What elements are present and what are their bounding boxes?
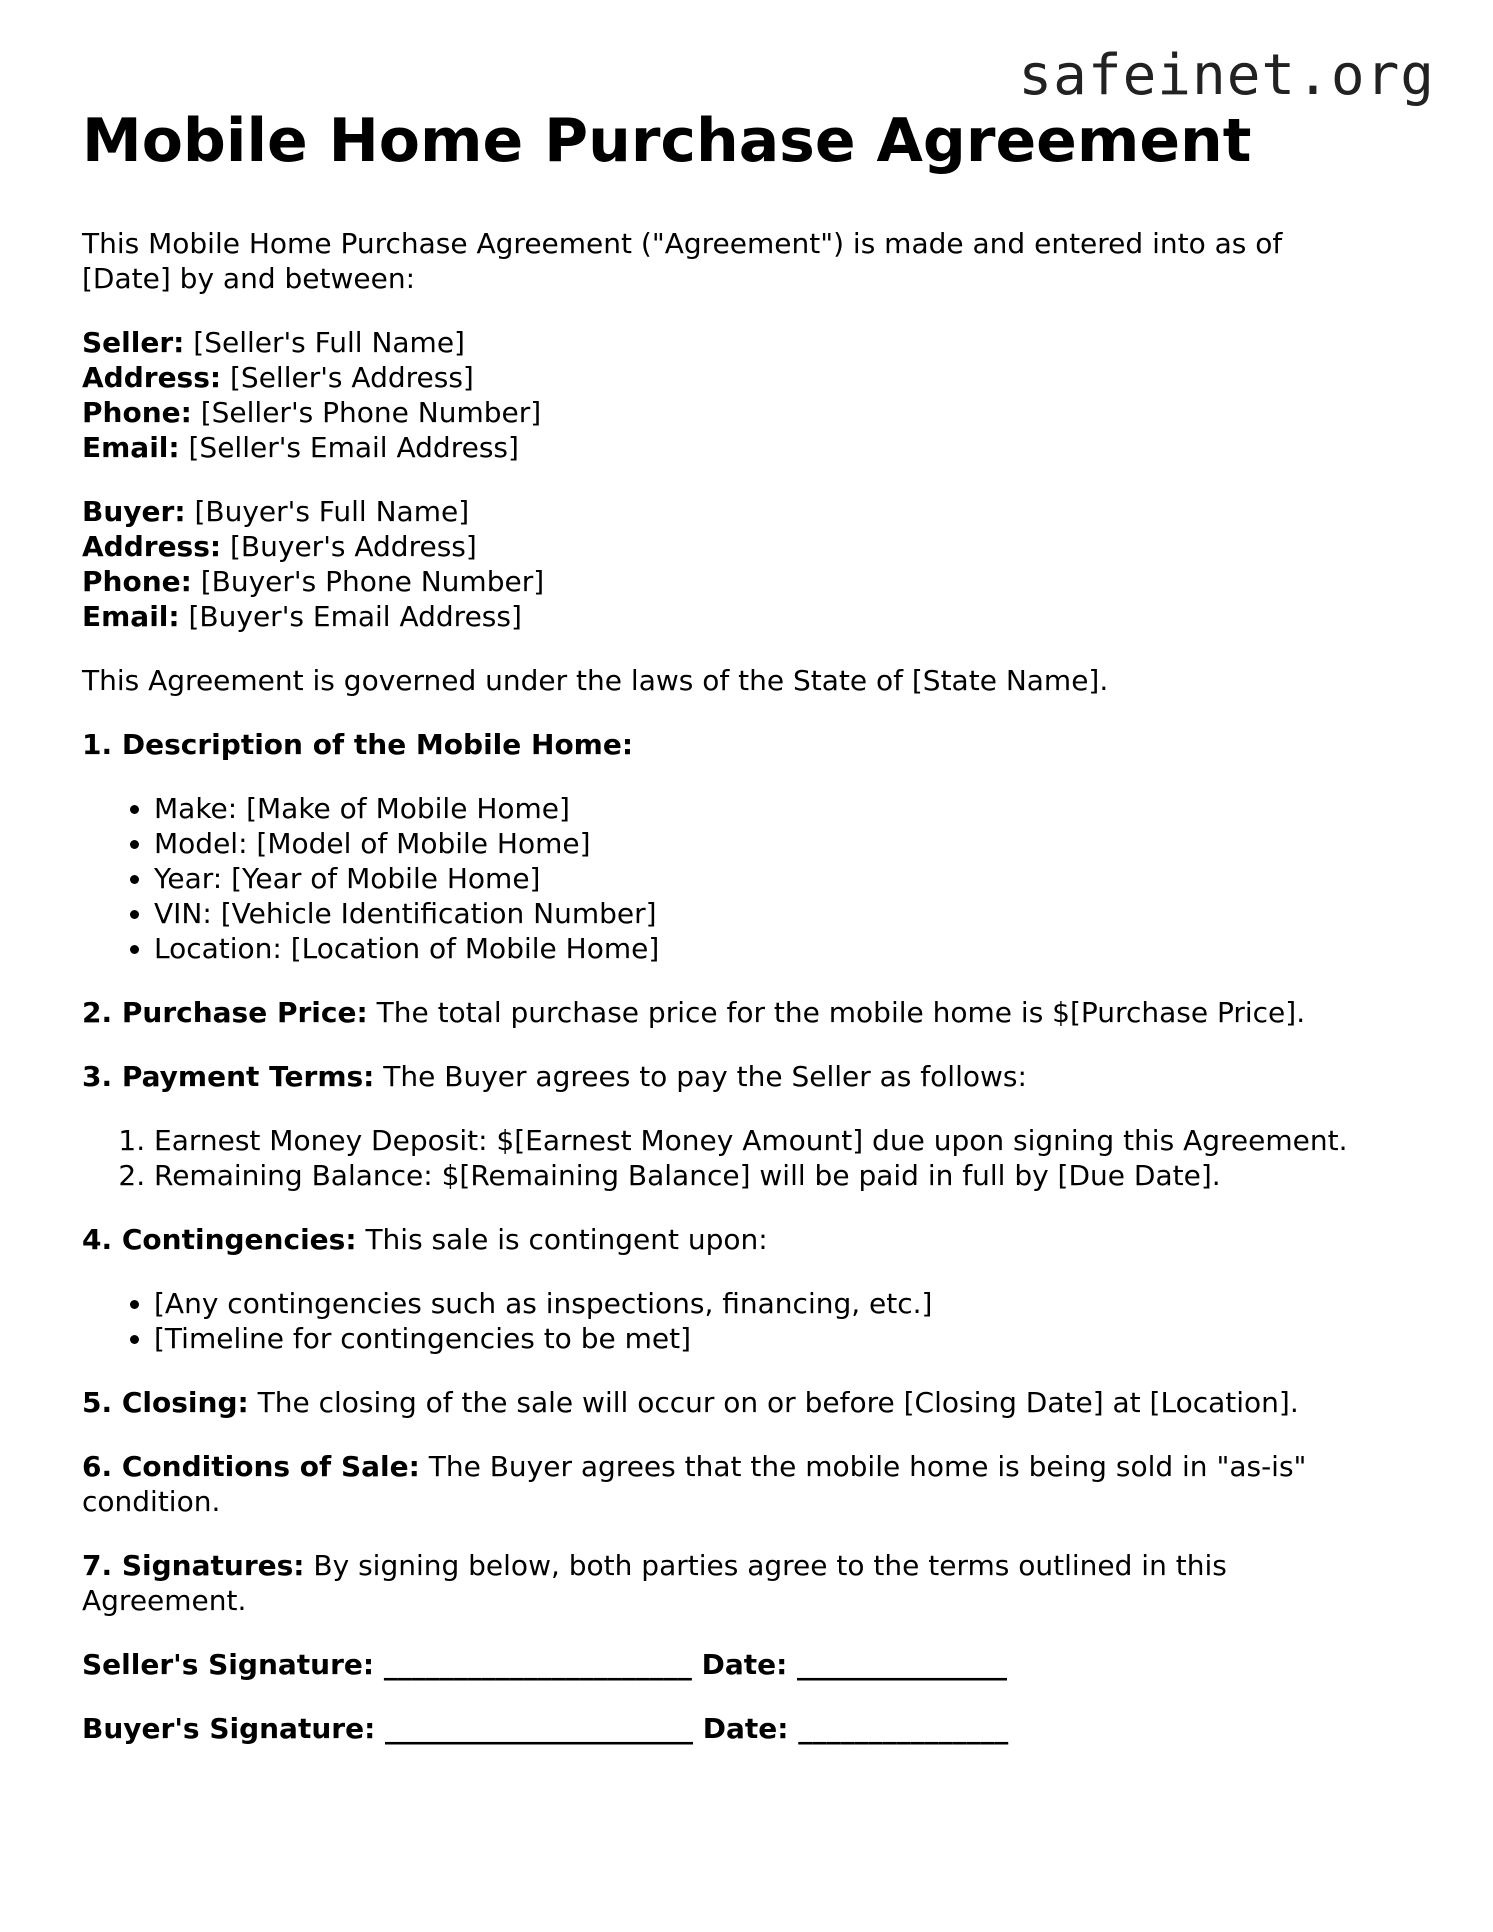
watermark: safeinet.org: [1018, 43, 1435, 108]
seller-info: [82, 325, 1422, 465]
buyer-email-value: [Buyer's Email Address]: [188, 600, 522, 633]
section-4-text: This sale is contingent upon:: [365, 1223, 768, 1256]
buyer-address-line: [82, 529, 1422, 564]
buyer-signature-label: Buyer's Signature: ______________________ Date: _______________: [82, 1712, 1009, 1745]
page-title: Mobile Home Purchase Agreement: [82, 106, 1252, 176]
seller-name-line: [82, 325, 1422, 360]
seller-phone-label: Phone:: [82, 396, 192, 429]
section-1-heading: [82, 727, 1422, 762]
section-7-text: By signing below, both parties agree to the terms outlined in this Agreement.: [82, 1549, 1227, 1617]
section-6-text: The Buyer agrees that the mobile home is being sold in "as-is" condition.: [82, 1450, 1307, 1518]
section-1-title: 1. Description of the Mobile Home:: [82, 728, 634, 761]
seller-email-label: Email:: [82, 431, 180, 464]
section-6: [82, 1449, 1372, 1519]
list-item: • Year: [Year of Mobile Home]: [154, 861, 1422, 896]
list-item: 2. Remaining Balance: $[Remaining Balance] will be paid in full by [Due Date].: [154, 1158, 1422, 1193]
seller-name-value: [Seller's Full Name]: [193, 326, 465, 359]
section-7-title: 7. Signatures:: [82, 1549, 305, 1582]
buyer-name-value: [Buyer's Full Name]: [194, 495, 470, 528]
buyer-phone-value: [Buyer's Phone Number]: [200, 565, 545, 598]
section-3: [82, 1059, 1422, 1094]
section-4-title: 4. Contingencies:: [82, 1223, 357, 1256]
buyer-name-label: Buyer:: [82, 495, 186, 528]
seller-phone-line: [82, 395, 1422, 430]
list-item: • Make: [Make of Mobile Home]: [154, 791, 1422, 826]
buyer-phone-line: [82, 564, 1422, 599]
buyer-address-value: [Buyer's Address]: [230, 530, 477, 563]
list-item: • [Timeline for contingencies to be met]: [154, 1321, 1422, 1356]
section-2: [82, 995, 1422, 1030]
seller-email-value: [Seller's Email Address]: [188, 431, 519, 464]
buyer-phone-label: Phone:: [82, 565, 192, 598]
seller-address-value: [Seller's Address]: [230, 361, 474, 394]
mobile-home-details-list: [82, 791, 1422, 966]
section-6-title: 6. Conditions of Sale:: [82, 1450, 420, 1483]
intro-paragraph: This Mobile Home Purchase Agreement ("Agreement") is made and entered into as of [Date] by and between:: [82, 227, 1283, 295]
list-item: • Model: [Model of Mobile Home]: [154, 826, 1422, 861]
document-page: [82, 108, 1422, 1746]
seller-address-label: Address:: [82, 361, 222, 394]
governing-law: This Agreement is governed under the laws of the State of [State Name].: [82, 664, 1109, 697]
contingencies-list: [82, 1286, 1422, 1356]
seller-address-line: [82, 360, 1422, 395]
buyer-address-label: Address:: [82, 530, 222, 563]
section-5-title: 5. Closing:: [82, 1386, 249, 1419]
buyer-name-line: [82, 494, 1422, 529]
section-5-text: The closing of the sale will occur on or before [Closing Date] at [Location].: [257, 1386, 1299, 1419]
seller-email-line: [82, 430, 1422, 465]
buyer-email-line: [82, 599, 1422, 634]
buyer-info: [82, 494, 1422, 634]
payment-terms-list: [82, 1123, 1422, 1193]
list-item: • [Any contingencies such as inspections, financing, etc.]: [154, 1286, 1422, 1321]
section-2-title: 2. Purchase Price:: [82, 996, 368, 1029]
section-3-text: The Buyer agrees to pay the Seller as follows:: [383, 1060, 1027, 1093]
seller-signature-line: [82, 1647, 1422, 1682]
section-3-title: 3. Payment Terms:: [82, 1060, 375, 1093]
section-4: [82, 1222, 1422, 1257]
section-5: [82, 1385, 1422, 1420]
seller-name-label: Seller:: [82, 326, 185, 359]
seller-signature-label: Seller's Signature: ______________________ Date: _______________: [82, 1648, 1008, 1681]
buyer-signature-line: [82, 1711, 1422, 1746]
seller-phone-value: [Seller's Phone Number]: [200, 396, 542, 429]
section-2-text: The total purchase price for the mobile home is $[Purchase Price].: [376, 996, 1306, 1029]
section-7: [82, 1548, 1312, 1618]
list-item: 1. Earnest Money Deposit: $[Earnest Money Amount] due upon signing this Agreement.: [154, 1123, 1422, 1158]
list-item: • Location: [Location of Mobile Home]: [154, 931, 1422, 966]
list-item: • VIN: [Vehicle Identification Number]: [154, 896, 1422, 931]
buyer-email-label: Email:: [82, 600, 180, 633]
